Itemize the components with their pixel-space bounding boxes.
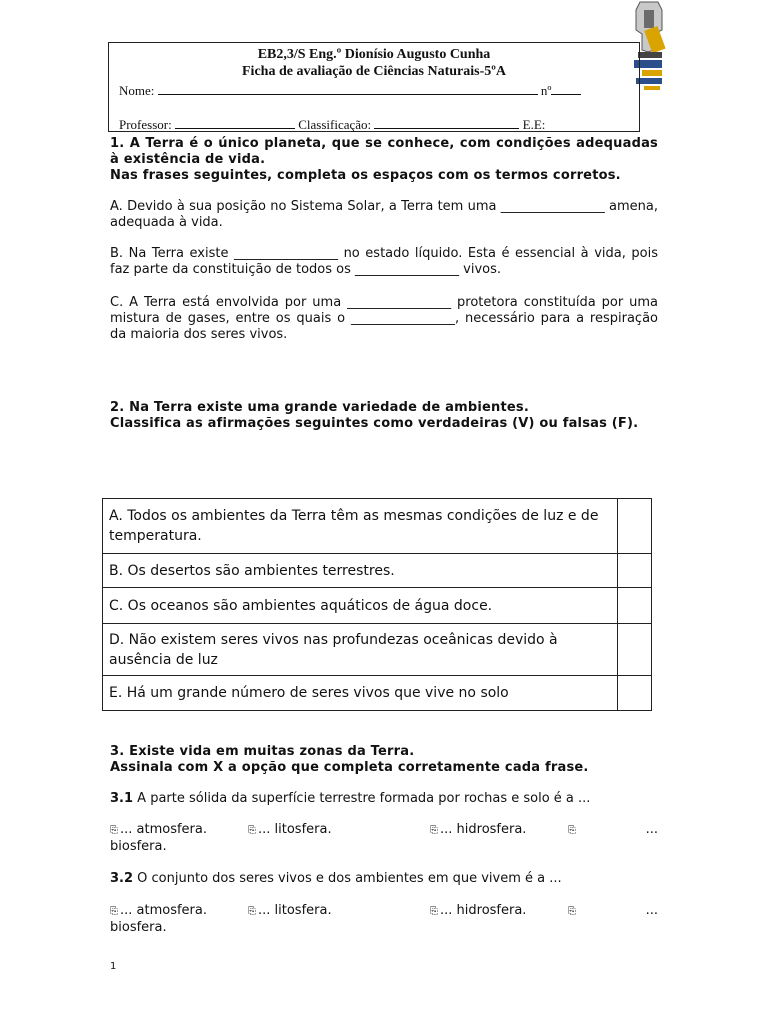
name-field[interactable] [158, 83, 538, 95]
q3-1-prompt [110, 791, 658, 807]
q1-instruction: Nas frases seguintes, completa os espaços com os termos corretos. [110, 168, 621, 183]
q1-sentence-b: B. Na Terra existe ________________ no estado líquido. Esta é essencial à vida, pois faz parte da constituição de todos os ________________ vivos. [110, 246, 658, 277]
q3-2-prompt [110, 871, 658, 887]
teacher-label: Professor: [119, 117, 172, 132]
school-name: EB2,3/S Eng.º Dionísio Augusto Cunha [257, 47, 491, 62]
grade-field[interactable] [374, 117, 519, 129]
header-box [108, 42, 640, 132]
q3-1-text: A parte sólida da superfície terrestre formada por rochas e solo é a ... [137, 791, 591, 806]
option[interactable]: ⎘ ... litosfera. [248, 822, 332, 837]
option[interactable]: ⎘ ... atmosfera. [110, 903, 208, 918]
checkbox-icon[interactable]: ⎘ [430, 825, 438, 836]
checkbox-icon[interactable]: ⎘ [248, 825, 256, 836]
true-false-table [102, 498, 652, 711]
checkbox-icon[interactable]: ⎘ [110, 825, 118, 836]
q3-2-text: O conjunto dos seres vivos e dos ambientes em que vivem é a ... [137, 871, 562, 886]
checkbox-icon[interactable]: ⎘ [110, 906, 118, 917]
option[interactable]: ⎘ ... litosfera. [248, 903, 332, 918]
statement-e: E. Há um grande número de seres vivos que vive no solo [103, 676, 618, 711]
answer-box-a[interactable] [618, 499, 652, 554]
checkbox-icon[interactable]: ⎘ [248, 906, 256, 917]
table-row [103, 624, 652, 676]
statement-d: D. Não existem seres vivos nas profundezas oceânicas devido à ausência de luz [103, 624, 618, 676]
answer-box-e[interactable] [618, 676, 652, 711]
answer-box-c[interactable] [618, 588, 652, 624]
q3-1-options: ⎘ ... atmosfera. ⎘ ... litosfera. ⎘ ... hidrosfera. ⎘ ... biosfera. [110, 822, 658, 854]
option[interactable] [568, 821, 578, 839]
q1-sentence-c: C. A Terra está envolvida por uma ________________ protetora constituída por uma mistura de gases, entre os quais o ________________, necessário para a respiração da maioria dos seres vivos. [110, 295, 658, 342]
worksheet-title: Ficha de avaliação de Ciências Naturais-5ºA [242, 64, 506, 79]
table-row [103, 588, 652, 624]
checkbox-icon[interactable]: ⎘ [568, 906, 576, 917]
option[interactable]: ⎘ ... hidrosfera. [430, 903, 527, 918]
q2-instruction: Classifica as afirmações seguintes como verdadeiras (V) ou falsas (F). [110, 416, 639, 431]
q3-instruction: Assinala com X a opção que completa corretamente cada frase. [110, 760, 589, 775]
grade-label: Classificação: [298, 117, 372, 132]
answer-box-b[interactable] [618, 554, 652, 588]
table-row [103, 554, 652, 588]
number-label: nº [540, 83, 552, 98]
number-field[interactable] [551, 83, 581, 95]
q3-title: 3. Existe vida em muitas zonas da Terra. [110, 744, 415, 759]
answer-box-d[interactable] [618, 624, 652, 676]
statement-a: A. Todos os ambientes da Terra têm as mesmas condições de luz e de temperatura. [103, 499, 618, 554]
q1-title: 1. A Terra é o único planeta, que se conhece, com condições adequadas à existência de vida. [110, 136, 658, 167]
table-row [103, 499, 652, 554]
teacher-field[interactable] [175, 117, 295, 129]
option[interactable] [568, 902, 578, 920]
option[interactable]: ⎘ ... atmosfera. [110, 822, 208, 837]
statement-b: B. Os desertos são ambientes terrestres. [103, 554, 618, 588]
teacher-row [119, 117, 545, 133]
checkbox-icon[interactable]: ⎘ [430, 906, 438, 917]
q3-1-number: 3.1 [110, 791, 134, 806]
q3-2-options: ⎘ ... atmosfera. ⎘ ... litosfera. ⎘ ... hidrosfera. ⎘ ... biosfera. [110, 903, 658, 935]
ee-label: E.E: [522, 117, 546, 132]
statement-c: C. Os oceanos são ambientes aquáticos de água doce. [103, 588, 618, 624]
checkbox-icon[interactable]: ⎘ [568, 825, 576, 836]
page-number: 1 [110, 961, 117, 972]
q3-2-number: 3.2 [110, 871, 134, 886]
q2-title: 2. Na Terra existe uma grande variedade de ambientes. [110, 400, 529, 415]
q1-sentence-a: A. Devido à sua posição no Sistema Solar, a Terra tem uma ________________ amena, adequada à vida. [110, 199, 658, 230]
option[interactable]: ⎘ ... hidrosfera. [430, 822, 527, 837]
name-row [119, 83, 581, 99]
table-row [103, 676, 652, 711]
name-label: Nome: [119, 83, 155, 98]
